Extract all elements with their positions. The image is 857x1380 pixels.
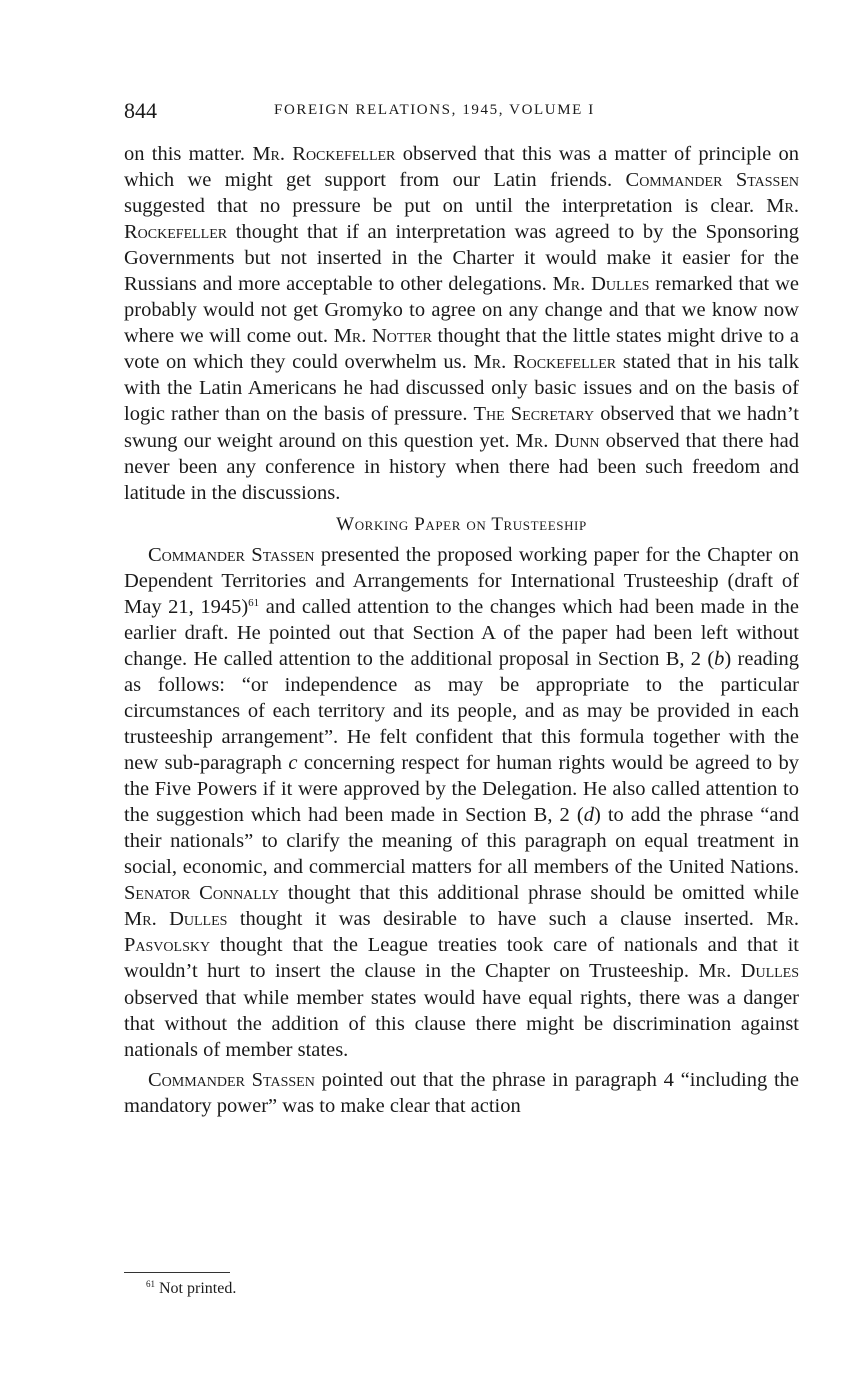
- paragraph-1: on this matter. Mr. Rockefeller observed that this was a matter of principle on which we might get support from our Latin friends. Commander Stassen suggested that no pressure be put on until the interpretation is clear. Mr. Rockefeller thought that if an interpretation was agreed to by the Sponsoring Governments but not inserted in the Charter it would make it easier for the Russians and more acceptable to other delegations. Mr. Dulles remarked that we probably would not get Gromyko to agree on any change and that we know now where we will come out. Mr. Notter thought that the little states might drive to a vote on which they could overwhelm us. Mr. Rockefeller stated that in his talk with the Latin Americans he had discussed only basic issues and on the basis of logic rather than on the basis of pressure. The Secretary observed that we hadn’t swung our weight around on this question yet. Mr. Dunn observed that there had never been any conference in history when there had been such freedom and latitude in the discussions.: [124, 143, 800, 504]
- speaker-name: Commander Stassen: [148, 1068, 315, 1091]
- footnote-reference: 61: [248, 596, 260, 609]
- speaker-name: Mr. Dulles: [124, 908, 228, 931]
- speaker-name: Mr. Rockefeller: [252, 143, 396, 165]
- body-text: [124, 141, 799, 1119]
- speaker-name: Mr. Rockefeller: [473, 351, 617, 374]
- paragraph-3: Commander Stassen pointed out that the phrase in paragraph 4 “including the mandatory power” was to make clear that action: [124, 1068, 799, 1117]
- speaker-name: Mr. Dulles: [552, 273, 650, 296]
- speaker-name: Mr. Pasvolsky: [124, 908, 800, 957]
- footnote-number: 61: [146, 1279, 155, 1289]
- page-header: [124, 96, 799, 126]
- speaker-name: Mr. Dunn: [515, 429, 600, 452]
- section-heading: Working Paper on Trusteeship: [336, 513, 587, 535]
- speaker-name: The Secretary: [473, 403, 595, 426]
- speaker-name: Senator Connally: [124, 882, 280, 905]
- speaker-name: Commander Stassen: [148, 543, 315, 566]
- speaker-name: Mr. Rockefeller: [124, 195, 799, 244]
- speaker-name: Mr. Notter: [333, 325, 432, 348]
- page-number: 844: [124, 98, 157, 123]
- footnote-divider: [124, 1272, 230, 1273]
- footnote: [146, 1280, 236, 1298]
- paragraph-2: Commander Stassen presented the proposed working paper for the Chapter on Dependent Territories and Arrangements for International Trusteeship (draft of May 21, 1945)$^{61}$ and called attention to the changes which had been made in the earlier draft. He pointed out that Section A of the paper had been left without change. He called attention to the additional proposal in Section B, 2 (b) reading as follows: “or independence as may be appropriate to the particular circumstances of each territory and its people, and as may be provided in each trusteeship arrangement”. He felt confident that this formula together with the new sub-paragraph c concerning respect for human rights would be agreed to by the Five Powers if it were approved by the Delegation. He also called attention to the suggestion which had been made in Section B, 2 (d) to add the phrase “and their nationals” to clarify the meaning of this paragraph on equal treatment in social, economic, and commercial matters for all members of the United Nations. Senator Connally thought that this additional phrase should be omitted while Mr. Dulles thought it was desirable to have such a clause inserted. Mr. Pasvolsky thought that the League treaties took care of nationals and that it wouldn’t hurt to insert the clause in the Chapter on Trusteeship. Mr. Dulles observed that while member states would have equal rights, there was a danger that without the addition of this clause there might be discrimination against nationals of member states.: [124, 543, 800, 1061]
- running-head: FOREIGN RELATIONS, 1945, VOLUME I: [274, 102, 595, 118]
- speaker-name: Commander Stassen: [625, 169, 799, 192]
- footnote-text: Not printed.: [159, 1280, 237, 1297]
- speaker-name: Mr. Dulles: [698, 960, 800, 983]
